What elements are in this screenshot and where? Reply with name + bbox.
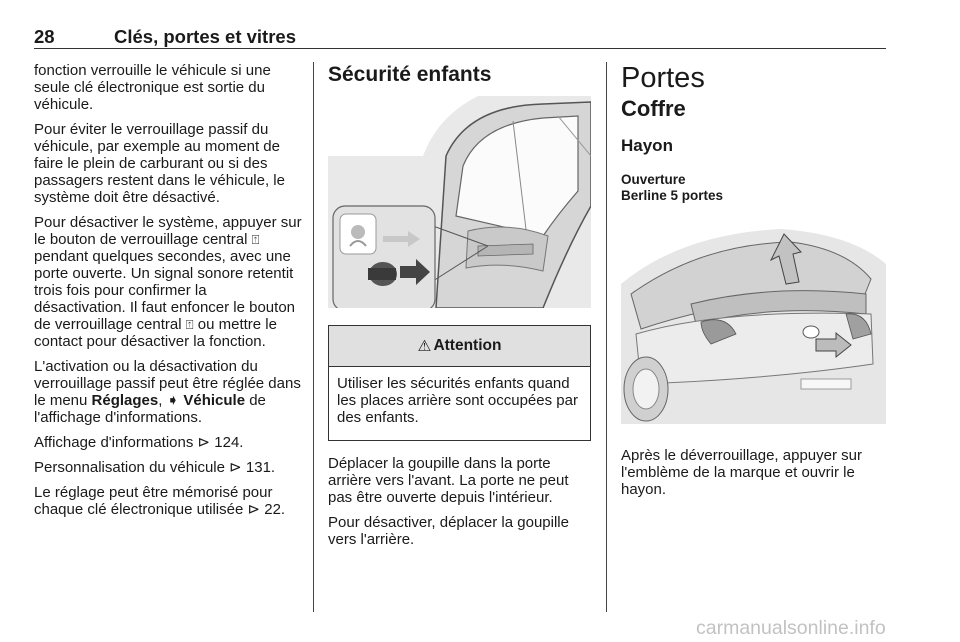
- paragraph-4: [34, 358, 302, 426]
- chapter-title: Clés, portes et vitres: [114, 26, 296, 47]
- warning-body: [329, 367, 590, 440]
- paragraph-4-part-a: L'activation ou la désactivation du verrouillage passif peut être réglée dans le menu: [34, 358, 301, 409]
- paragraph-2: Pour éviter le verrouillage passif du véhicule, par exemple au moment de faire le plein de carburant ou si des passagers restent dans le véhicule, le système doit être désactivé.: [34, 121, 285, 206]
- reference-arrow-icon: ⊳: [247, 501, 261, 518]
- reference-page[interactable]: 124.: [214, 434, 244, 451]
- page-header: [34, 20, 886, 50]
- column-divider-2: [606, 62, 607, 612]
- menu-arrow-icon: ➧: [166, 392, 180, 409]
- header-rule: [34, 48, 886, 49]
- paragraph-3: [34, 214, 302, 350]
- figure-rear-door-child-lock: [328, 96, 591, 313]
- section-title: Sécurité enfants: [328, 63, 492, 86]
- paragraph-1: Déplacer la goupille dans la porte arrière vers l'avant. La porte ne peut pas être ouverte depuis l'intérieur.: [328, 455, 569, 506]
- column-doors: [621, 62, 891, 506]
- paragraph-7-text: Le réglage peut être mémorisé pour chaque clé électronique utilisée: [34, 484, 273, 518]
- reference-arrow-icon: ⊳: [197, 434, 211, 451]
- warning-triangle-icon: ⚠: [417, 337, 432, 355]
- reference-personalisation: [34, 459, 302, 476]
- warning-text: Utiliser les sécurités enfants quand les places arrière sont occupées par des enfants.: [337, 375, 578, 426]
- column-passive-locking: [34, 62, 302, 526]
- tailgate-illustration: [621, 214, 886, 424]
- paragraph-3-part-a: Pour désactiver le système, appuyer sur le bouton de verrouillage central: [34, 214, 302, 248]
- menu-reglages: Réglages: [91, 392, 159, 409]
- reference-info-display: [34, 434, 302, 451]
- paragraph-3-part-c: ou mettre le contact pour désactiver la fonction.: [34, 316, 277, 350]
- paragraph-4-part-b: de l'affichage d'informations.: [34, 392, 266, 426]
- paragraph-1: Après le déverrouillage, appuyer sur l'emblème de la marque et ouvrir le hayon.: [621, 447, 862, 498]
- watermark: carmanualsonline.info: [696, 617, 886, 639]
- heading-berline: Berline 5 portes: [621, 188, 724, 203]
- reference-arrow-icon: ⊳: [229, 459, 242, 476]
- reference-page[interactable]: 131.: [245, 459, 276, 476]
- warning-title: Attention: [433, 337, 502, 354]
- central-lock-icon: ⍐: [185, 317, 194, 332]
- menu-separator: ,: [158, 392, 163, 409]
- warning-header: [329, 326, 590, 367]
- warning-box: [328, 325, 591, 441]
- figure-tailgate: [621, 214, 891, 429]
- reference-text: Personnalisation du véhicule: [34, 459, 225, 476]
- paragraph-1: fonction verrouille le véhicule si une seule clé électronique est sortie du véhicule.: [34, 62, 271, 113]
- heading-ouverture: Ouverture: [621, 172, 686, 187]
- page-number: 28: [34, 26, 55, 47]
- paragraph-7: [34, 484, 302, 518]
- column-child-safety: [328, 62, 591, 556]
- subsubsection-title: Hayon: [621, 136, 673, 155]
- subsection-title: Coffre: [621, 96, 686, 121]
- paragraph-3-part-b: pendant quelques secondes, avec une porte ouverte. Un signal sonore retentit trois fois pour confirmer la désactivation. Il faut enfoncer le bouton de verrouillage central: [34, 248, 296, 333]
- reference-text: Affichage d'informations: [34, 434, 194, 451]
- door-illustration: [328, 96, 591, 308]
- central-lock-icon: ⍐: [251, 232, 260, 247]
- column-divider-1: [313, 62, 314, 612]
- menu-vehicule: Véhicule: [183, 392, 246, 409]
- paragraph-2: Pour désactiver, déplacer la goupille vers l'arrière.: [328, 514, 569, 548]
- chapter-section-title: Portes: [621, 62, 705, 94]
- reference-page[interactable]: 22.: [264, 501, 286, 518]
